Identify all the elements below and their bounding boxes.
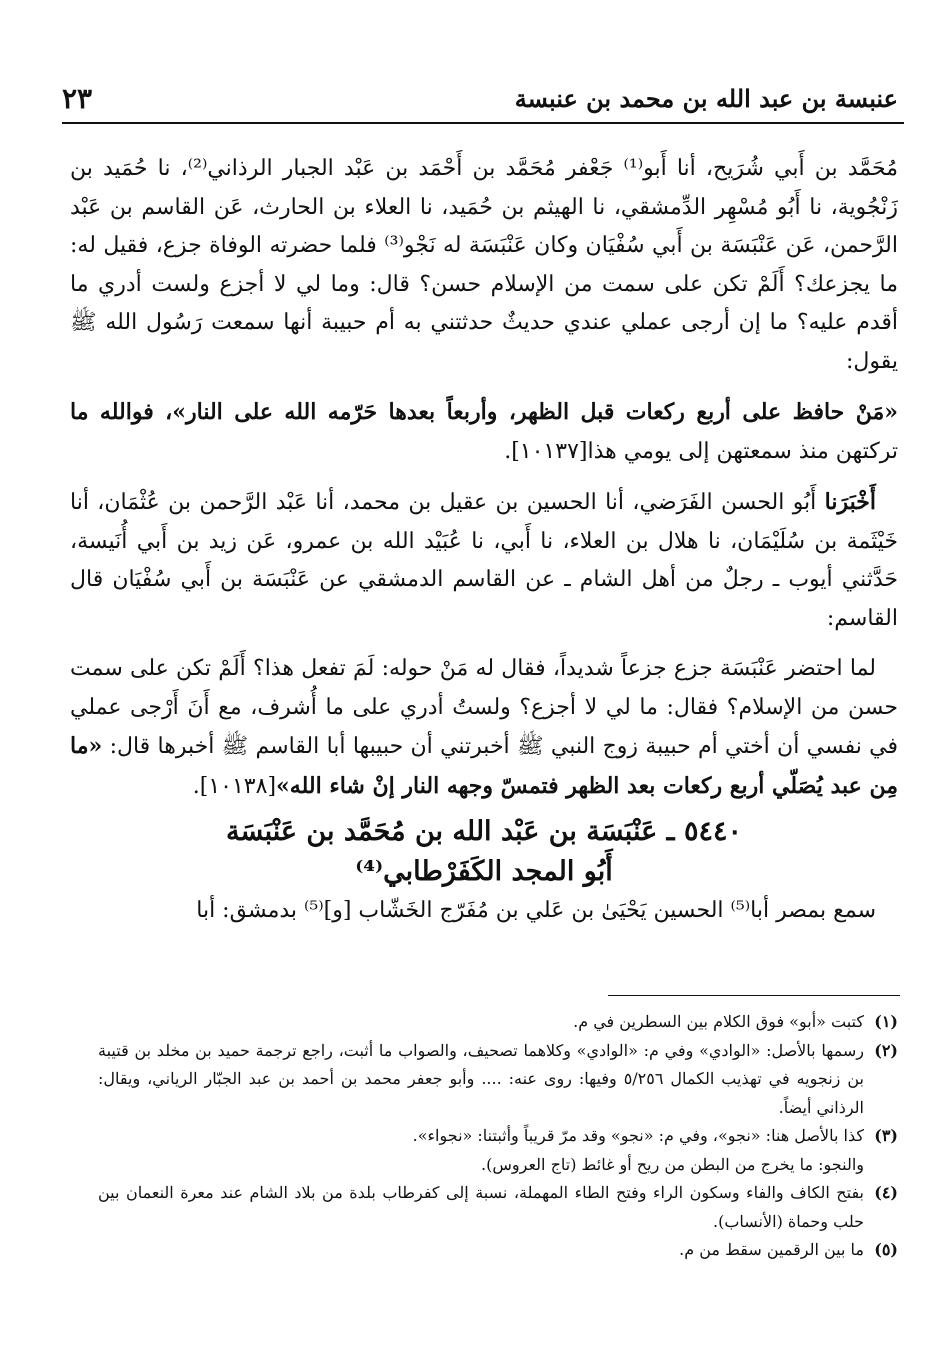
footnote-mark: (٤): [874, 1183, 898, 1202]
page-number: ٢٣: [62, 82, 93, 115]
qal-word: قال:: [109, 734, 151, 759]
footnote-text: كتبت «أبو» فوق الكلام بين السطرين في م.: [573, 1012, 864, 1031]
akhbarana-lead: أَخْبَرَنا: [824, 489, 876, 515]
footnote-mark: (٢): [874, 1040, 898, 1060]
hadith-continuation-1: تركتهن منذ سمعتهن إلى يومي هذا[١٠١٣٧].: [504, 438, 898, 464]
footnote: [98, 1236, 898, 1265]
running-header: [62, 78, 904, 124]
footnote-text: بفتح الكاف والفاء وسكون الراء وفتح الطاء المهملة، نسبة إلى كفرطاب بلدة من بلاد الشام عند معرة النعمان بين حلب وحماة (الأنساب).: [98, 1183, 864, 1231]
footnote-divider: [608, 995, 900, 996]
footnote-mark: (١): [874, 1012, 898, 1031]
paragraph-narration-2: [70, 650, 898, 806]
entry-heading: [70, 812, 898, 892]
footnote-text: كذا بالأصل هنا: «نجو»، وفي م: «نجو» وقد مرّ قريباً وأثبتنا: «نجواء».: [412, 1126, 864, 1145]
narration-2-text: لما احتضر عَنْبَسَة جزع جزعاً شديداً، فقال له مَنْ حوله: لَمَ تفعل هذا؟ أَلَمْ تكن على سمت حسن من الإسلام؟ فقال: ما لي لا أجزع؟ ولستُ أدري على ما أُشرف، مع أَنَ أَرْجى عملي في نفسي أن أختي أم حبيبة زوج النبي ﷺ أخبرتني أن حبيبها أبا القاسم ﷺ أخبرها: [70, 656, 899, 759]
entry-heading-name: ٥٤٤٠ ـ عَنْبَسَة بن عَبْد الله بن مُحَمَّد بن عَنْبَسَة: [226, 816, 742, 847]
entry-heading-kunya: أَبُو المجد الكَفَرْطابي⁽⁴⁾: [355, 856, 613, 887]
paragraph-hadith-1: [70, 393, 898, 471]
paragraph-entry-start: سمع بمصر أبا⁽⁵⁾ الحسين يَحْيَىٰ بن عَلي بن مُفَرّج الخَشّاب [و]⁽⁵⁾ بدمشق: أبا: [196, 898, 876, 923]
hadith-text-1: «مَنْ حافظ على أربع ركعات قبل الظهر، وأربعاً بعدها حَرّمه الله على النار»، فوالله ما: [70, 399, 898, 425]
footnote-text: رسمها بالأصل: «الوادي» وفي م: «الوادي» وكلاهما تصحيف، والصواب ما أثبت، راجع ترجمة حميد بن مخلد بن قتيبة بن زنجويه في تهذيب الكمال ٥/٢٥٦ وفيها: روى عنه: .... وأبو جعفر محمد بن أحمد بن عبد الجبّار الرياني، ويقال: الرذاني أيضاً.: [98, 1040, 864, 1117]
paragraph-isnad-2: [70, 483, 898, 638]
footnote-text: ما بين الرقمين سقط من م.: [679, 1240, 864, 1259]
isnad-2-text: أَبُو الحسن الفَرَضي، أنا الحسين بن عقيل بن محمد، أنا عَبْد الرَّحمن بن عُثْمَان، أنا خَيْثَمة بن سُلَيْمَان، نا هلال بن العلاء، نا أَبي، نا عُبَيْد الله بن عمرو، عَن زيد بن أَبي أُنَيسة، حَدَّثني أيوب ـ رجلٌ من أهل الشام ـ عن القاسم الدمشقي عن عَنْبَسَة بن أَبي سُفْيَان قال القاسم:: [70, 490, 898, 631]
footnotes: [98, 1008, 898, 1265]
hadith-reference-2: [١٠١٣٨].: [192, 773, 277, 799]
footnote-text: والنجو: ما يخرج من البطن من ريح أو غائط (تاج العروس).: [481, 1154, 864, 1174]
footnote: [98, 1037, 898, 1123]
main-text: [70, 150, 898, 931]
hadith-text-2: «ما مِن عبد يُصَلّي أربع ركعات بعد الظهر فتمسّ وجهه النار إنْ شاء الله»: [70, 733, 898, 799]
running-title: عنبسة بن عبد الله بن محمد بن عنبسة: [514, 84, 898, 113]
footnote-mark: (٣): [874, 1126, 898, 1145]
footnote: [98, 1008, 898, 1037]
paragraph-isnad-1: مُحَمَّد بن أَبي شُرَيح، أنا أَبو⁽¹⁾ جَعْفر مُحَمَّد بن أَحْمَد بن عَبْد الجبار الرذاني⁽²⁾، نا حُمَيد بن زَنْجُوية، نا أَبُو مُسْهِر الدِّمشقي، نا الهيثم بن حُمَيد، نا العلاء بن الحارث، عَن القاسم بن عَبْد الرَّحمن، عَن عَنْبَسَة بن أَبي سُفْيَان وكان عَنْبَسَة له نَجْو⁽³⁾ فلما حضرته الوفاة جزع، فقيل له: ما يجزعك؟ أَلَمْ تكن على سمت من الإسلام حسن؟ قال: وما لي لا أجزع ولست أدري ما أقدم عليه؟ ما إن أرجى عملي عندي حديثٌ حدثتني به أم حبيبة أنها سمعت رَسُول الله ﷺ يقول:: [70, 156, 898, 374]
footnote-mark: (٥): [874, 1240, 898, 1259]
footnote: [98, 1122, 898, 1179]
footnote: [98, 1179, 898, 1236]
